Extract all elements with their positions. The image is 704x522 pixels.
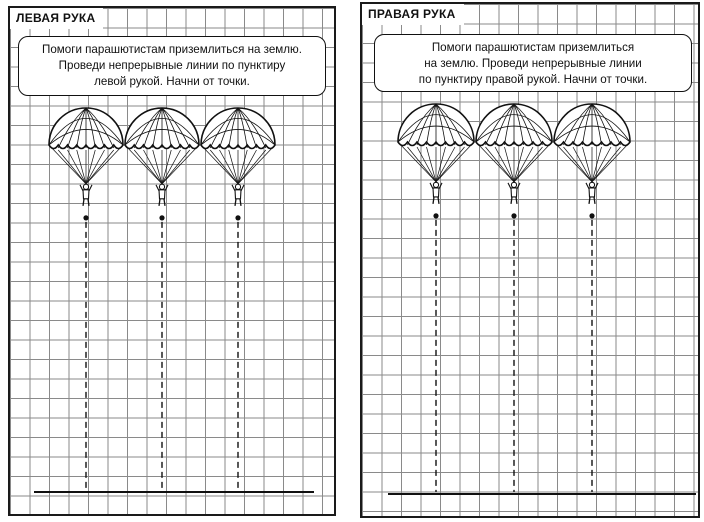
instruction-line: Проведи непрерывные линии по пунктиру xyxy=(58,59,286,72)
parachute-icon xyxy=(125,108,199,206)
start-dot-icon xyxy=(511,213,516,218)
skydiver-icon xyxy=(508,182,520,204)
start-dot-icon xyxy=(159,215,164,220)
skydiver-icon xyxy=(586,182,598,204)
parachute-icon xyxy=(476,104,552,204)
skydiver-icon xyxy=(156,184,168,206)
parachute-icon xyxy=(201,108,275,206)
start-dot-icon xyxy=(433,213,438,218)
start-dot-icon xyxy=(83,215,88,220)
parachute-icon xyxy=(554,104,630,204)
instruction-line: левой рукой. Начни от точки. xyxy=(94,75,250,88)
skydiver-icon xyxy=(80,184,92,206)
instruction-line: Помоги парашютистам приземлиться на землю. xyxy=(42,43,302,56)
instruction-line: Помоги парашютистам приземлиться xyxy=(431,41,635,54)
worksheet-left-hand xyxy=(8,6,336,516)
parachute-icon xyxy=(49,108,123,206)
start-dot-icon xyxy=(589,213,594,218)
instruction-line: по пунктиру правой рукой. Начни от точки. xyxy=(418,73,648,86)
start-dot-icon xyxy=(235,215,240,220)
worksheet-right-hand xyxy=(360,2,700,518)
page-title: ПРАВАЯ РУКА xyxy=(362,4,464,25)
instruction-box xyxy=(374,34,692,92)
skydiver-icon xyxy=(430,182,442,204)
parachute-icon xyxy=(398,104,474,204)
instruction-box xyxy=(18,36,326,96)
instruction-line: на землю. Проведи непрерывные линии xyxy=(424,57,642,70)
skydiver-icon xyxy=(232,184,244,206)
page-title: ЛЕВАЯ РУКА xyxy=(10,8,103,29)
